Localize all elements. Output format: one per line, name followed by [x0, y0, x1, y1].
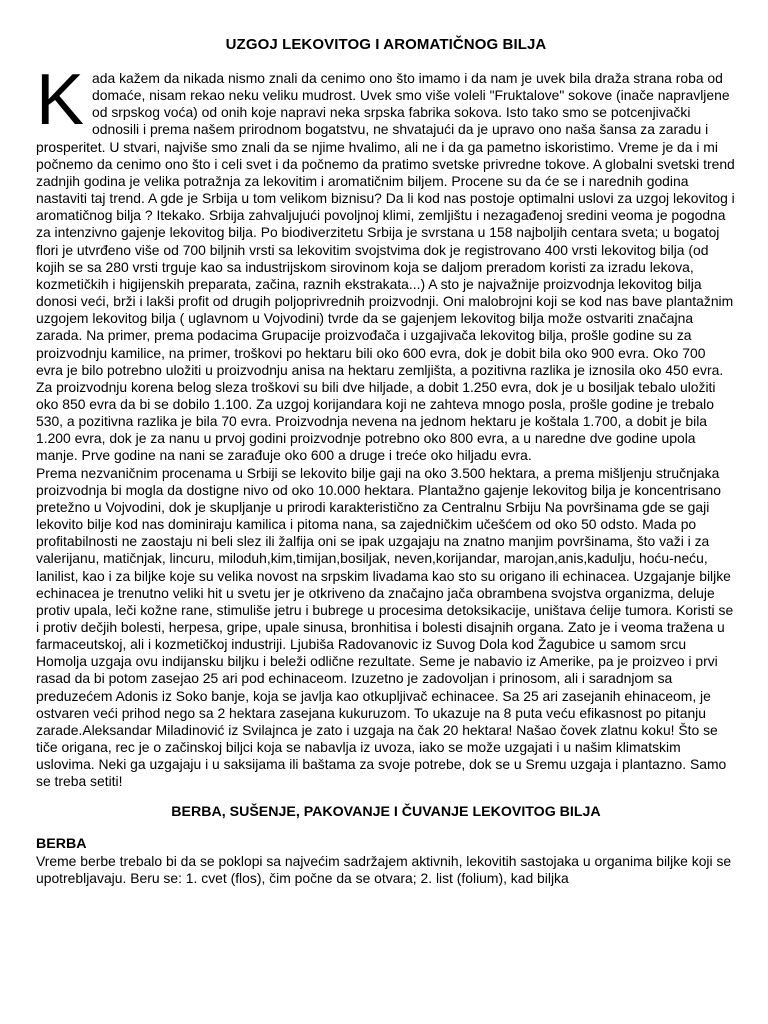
intro-text: ada kažem da nikada nismo znali da cenimo ono što imamo i da nam je uvek bila draža strana roba od domaće, nisam rekao neku veliku mudrost. Uvek smo više voleli "Fruktalove" sokove (inače napravljene od srpskog voća) od onih koje napravi neka srpska fabrika sokova. Isto tako smo se potcenjivački odnosili i prema našem prirodnom bogatstvu, ne shvatajući da je upravo ono naša šansa za zaradu i prosperitet. U stvari, najviše smo znali da se njime hvalimo, ali ne i da ga pametno iskoristimo. Vreme je da i mi počnemo da cenimo ono što i celi svet i da počnemo da pratimo svetske privredne tokove. A globalni svetski trend zadnjih godina je velika potražnja za lekovitim i aromatičnim biljem. Procene su da će se i narednih godina nastaviti taj trend. A gde je Srbija u tom velikom biznisu? Da li kod nas postoje optimalni uslovi za uzgoj lekovitog i aromatičnog bilja ? Itekako. Srbija zahvaljujući povoljnoj klimi, zemljištu i nezagađenoj sredini veoma je pogodna za intenzivno gajenje lekovitog bilja. Po biodiverzitetu Srbija je svrstana u 158 najboljih centara sveta; u bogatoj flori je utvrđeno više od 700 biljnih vrsti sa lekovitim svojstvima dok je registrovano 400 vrsti lekovitog bilja (od kojih se sa 280 vrsti trguje kao sa industrijskom sirovinom koja se daljom preradom koristi za izradu lekova, kozmetičkih i higijenskih preparata, začina, raznih ekstrakata...) A sto je najvažnije proizvodnja lekovitog bilja donosi veći, brži i lakši profit od drugih poljoprivrednih proizvodnji. Oni malobrojni koji se kod nas bave plantažnim uzgojem lekovitog bilja ( uglavnom u Vojvodini) tvrde da se gajenjem lekovitog bilja može ostvariti značajna zarada. Na primer, prema podacima Grupacije proizvođača i uzgajivača lekovitog bilja, prošle godine su za proizvodnju kamilice, na primer, troškovi po hektaru bili oko 600 evra, dok je dobit bila oko 900 evra. Oko 700 evra je bilo potrebno uložiti u proizvodnju anisa na hektaru zemljišta, a pozitivna razlika je iznosila oko 450 evra. Za proizvodnju korena belog sleza troškovi su bili dve hiljade, a dobit 1.250 evra, dok je u bosiljak tebalo uložiti oko 850 evra da bi se dobilo 1.100. Za uzgoj korijandara koji ne zahteva mnogo posla, prošle godine je trebalo 530, a pozitivna razlika je bila 70 evra. Proizvodnja nevena na jednom hektaru je koštala 1.700, a dobit je bila 1.200 evra, dok je za nanu u prvoj godini proizvodnje potrebno oko 800 evra, a u naredne dve godine upola manje. Prve godine na nani se zarađuje oko 600 a druge i treće oko hiljadu evra. [36, 70, 735, 464]
document-page [36, 36, 736, 887]
paragraph-cultivation-area: Prema nezvaničnim procenama u Srbiji se lekovito bilje gaji na oko 3.500 hektara, a prema mišljenju stručnjaka proizvodnja bi mogla da dostigne nivo od oko 10.000 hektara. Plantažno gajenje lekovitog bilja je koncentrisano pretežno u Vojvodini, dok je skupljanje u prirodi karakteristično za Centralnu Srbiju Na površinama gde se gaji lekovito bilje kod nas dominiraju kamilica i pitoma nana, sa zajedničkim učešćem od oko 50 odsto. Mada po profitabilnosti ne zaostaju ni beli slez ili žalfija oni se ipak uzgajaju na znatno manjim površinama, što važi i za valerijanu, matičnjak, lincuru, miloduh,kim,timijan,bosiljak, neven,korijandar, marojan,anis,kadulju, hoću-neću, lanilist, kao i za biljke koje su velika novost na srpskim livadama kao sto su origano ili echinacea. Uzgajanje biljke echinacea je trenutno veliki hit u svetu jer je otkriveno da značajno jača obrambena svojstva organizma, deluje protiv upala, leči kožne rane, stimuliše jetru i bubrege u procesima detoksikacije, uništava ćelije tumora. Koristi se i protiv dečjih bolesti, herpesa, gripe, upale sinusa, bronhitisa i bolesti disajnih organa. Zato je i veoma tražena u farmaceutskoj, ali i kozmetičkoj industriji. Ljubiša Radovanovic iz Suvog Dola kod Žagubice u samom srcu Homolja uzgaja ovu indijansku biljku i beleži odlične rezultate. Seme je nabavio iz Amerike, pa je proizveo i prvi rasad da bi potom zasejao 25 ari pod echinaceom. Izuzetno je zadovoljan i prinosom, ali i saradnjom sa preduzećem Adonis iz Soko banje, koja se javlja kao otkupljivač echinacee. Sa 25 ari zasejanih ehinaceom, je ostvaren veći prihod nego sa 2 hektara zasejana kukuruzom. To ukazuje na 8 puta veću efikasnost po pitanju zarade.Aleksandar Miladinović iz Svilajnca je zato i uzgaja na čak 20 hektara! Našao čovek zlatnu koku! Što se tiče origana, rec je o začinskoj biljci koja se nabavlja iz uvoza, iako se može uzgajati i u našim klimatskim uslovima. Neki ga uzgajaju i u saksijama ili baštama za svoje potrebe, dok se u Sremu uzgaja i plantazno. Samo se treba setiti! [36, 464, 734, 790]
paragraph-berba: Vreme berbe trebalo bi da se poklopi sa najvećim sadržajem aktivnih, lekovitih sastojaka u organima biljke koji se upotrebljavaju. Beru se: 1. cvet (flos), čim počne da se otvara; 2. list (folium), kad biljka [36, 852, 732, 886]
intro-paragraph [36, 60, 736, 465]
section-title: BERBA, SUŠENJE, PAKOVANJE I ČUVANJE LEKOVITOG BILJA [171, 803, 601, 820]
document-body [36, 60, 736, 887]
subsection-title-berba: BERBA [36, 835, 87, 852]
document-title: UZGOJ LEKOVITOG I AROMATIČNOG BILJA [225, 36, 547, 53]
drop-cap-letter: K [36, 60, 85, 140]
